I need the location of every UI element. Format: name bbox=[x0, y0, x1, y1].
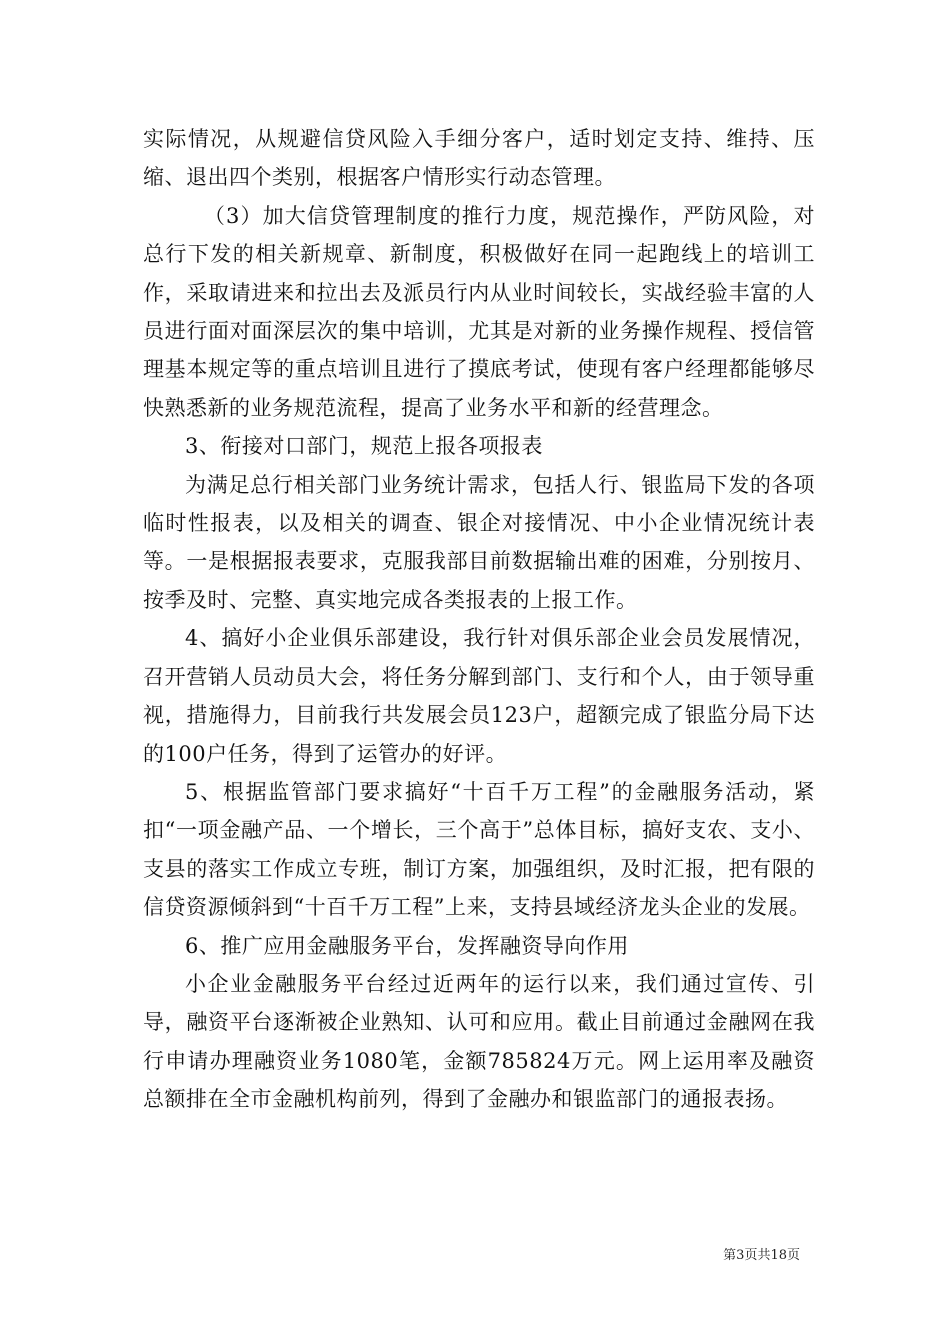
paragraph-credit-management: （3）加大信贷管理制度的推行力度，规范操作，严防风险，对总行下发的相关新规章、新制度，积极做好在同一起跑线上的培训工作，采取请进来和拉出去及派员行内从业时间较长，实战经验丰富的人员进行面对面深层次的集中培训，尤其是对新的业务操作规程、授信管理基本规定等的重点培训且进行了摸底考试，使现有客户经理都能够尽快熟悉新的业务规范流程，提高了业务水平和新的经营理念。 bbox=[143, 203, 815, 420]
paragraph-service-platform: 小企业金融服务平台经过近两年的运行以来，我们通过宣传、引导，融资平台逐渐被企业熟知、认可和应用。截止目前通过金融网在我行申请办理融资业务1080笔，金额785824万元。网上运用率及融资总额排在全市金融机构前列，得到了金融办和银监部门的通报表扬。 bbox=[143, 971, 815, 1112]
paragraph-continuation: 实际情况，从规避信贷风险入手细分客户，适时划定支持、维持、压缩、退出四个类别，根据客户情形实行动态管理。 bbox=[143, 127, 815, 190]
paragraph-small-business-club: 4、搞好小企业俱乐部建设，我行针对俱乐部企业会员发展情况，召开营销人员动员大会，将任务分解到部门、支行和个人，由于领导重视，措施得力，目前我行共发展会员123户，超额完成了银监分局下达的100户任务，得到了运管办的好评。 bbox=[143, 626, 815, 766]
page-number: 第3页共18页 bbox=[723, 1248, 800, 1263]
section-heading-reports: 3、衔接对口部门，规范上报各项报表 bbox=[185, 434, 543, 459]
paragraph-ten-hundred-project: 5、根据监管部门要求搞好“十百千万工程”的金融服务活动，紧扣“一项金融产品、一个增长，三个高于”总体目标，搞好支农、支小、支县的落实工作成立专班，制订方案，加强组织，及时汇报，把有限的信贷资源倾斜到“十百千万工程”上来，支持县域经济龙头企业的发展。 bbox=[143, 779, 815, 920]
page-footer bbox=[0, 1247, 950, 1265]
section-heading-service-platform: 6、推广应用金融服务平台，发挥融资导向作用 bbox=[185, 933, 629, 958]
paragraph-reports: 为满足总行相关部门业务统计需求，包括人行、银监局下发的各项临时性报表，以及相关的调查、银企对接情况、中小企业情况统计表等。一是根据报表要求，克服我部目前数据输出难的困难，分别按月、按季及时、完整、真实地完成各类报表的上报工作。 bbox=[143, 472, 815, 612]
document-body bbox=[143, 120, 815, 1119]
